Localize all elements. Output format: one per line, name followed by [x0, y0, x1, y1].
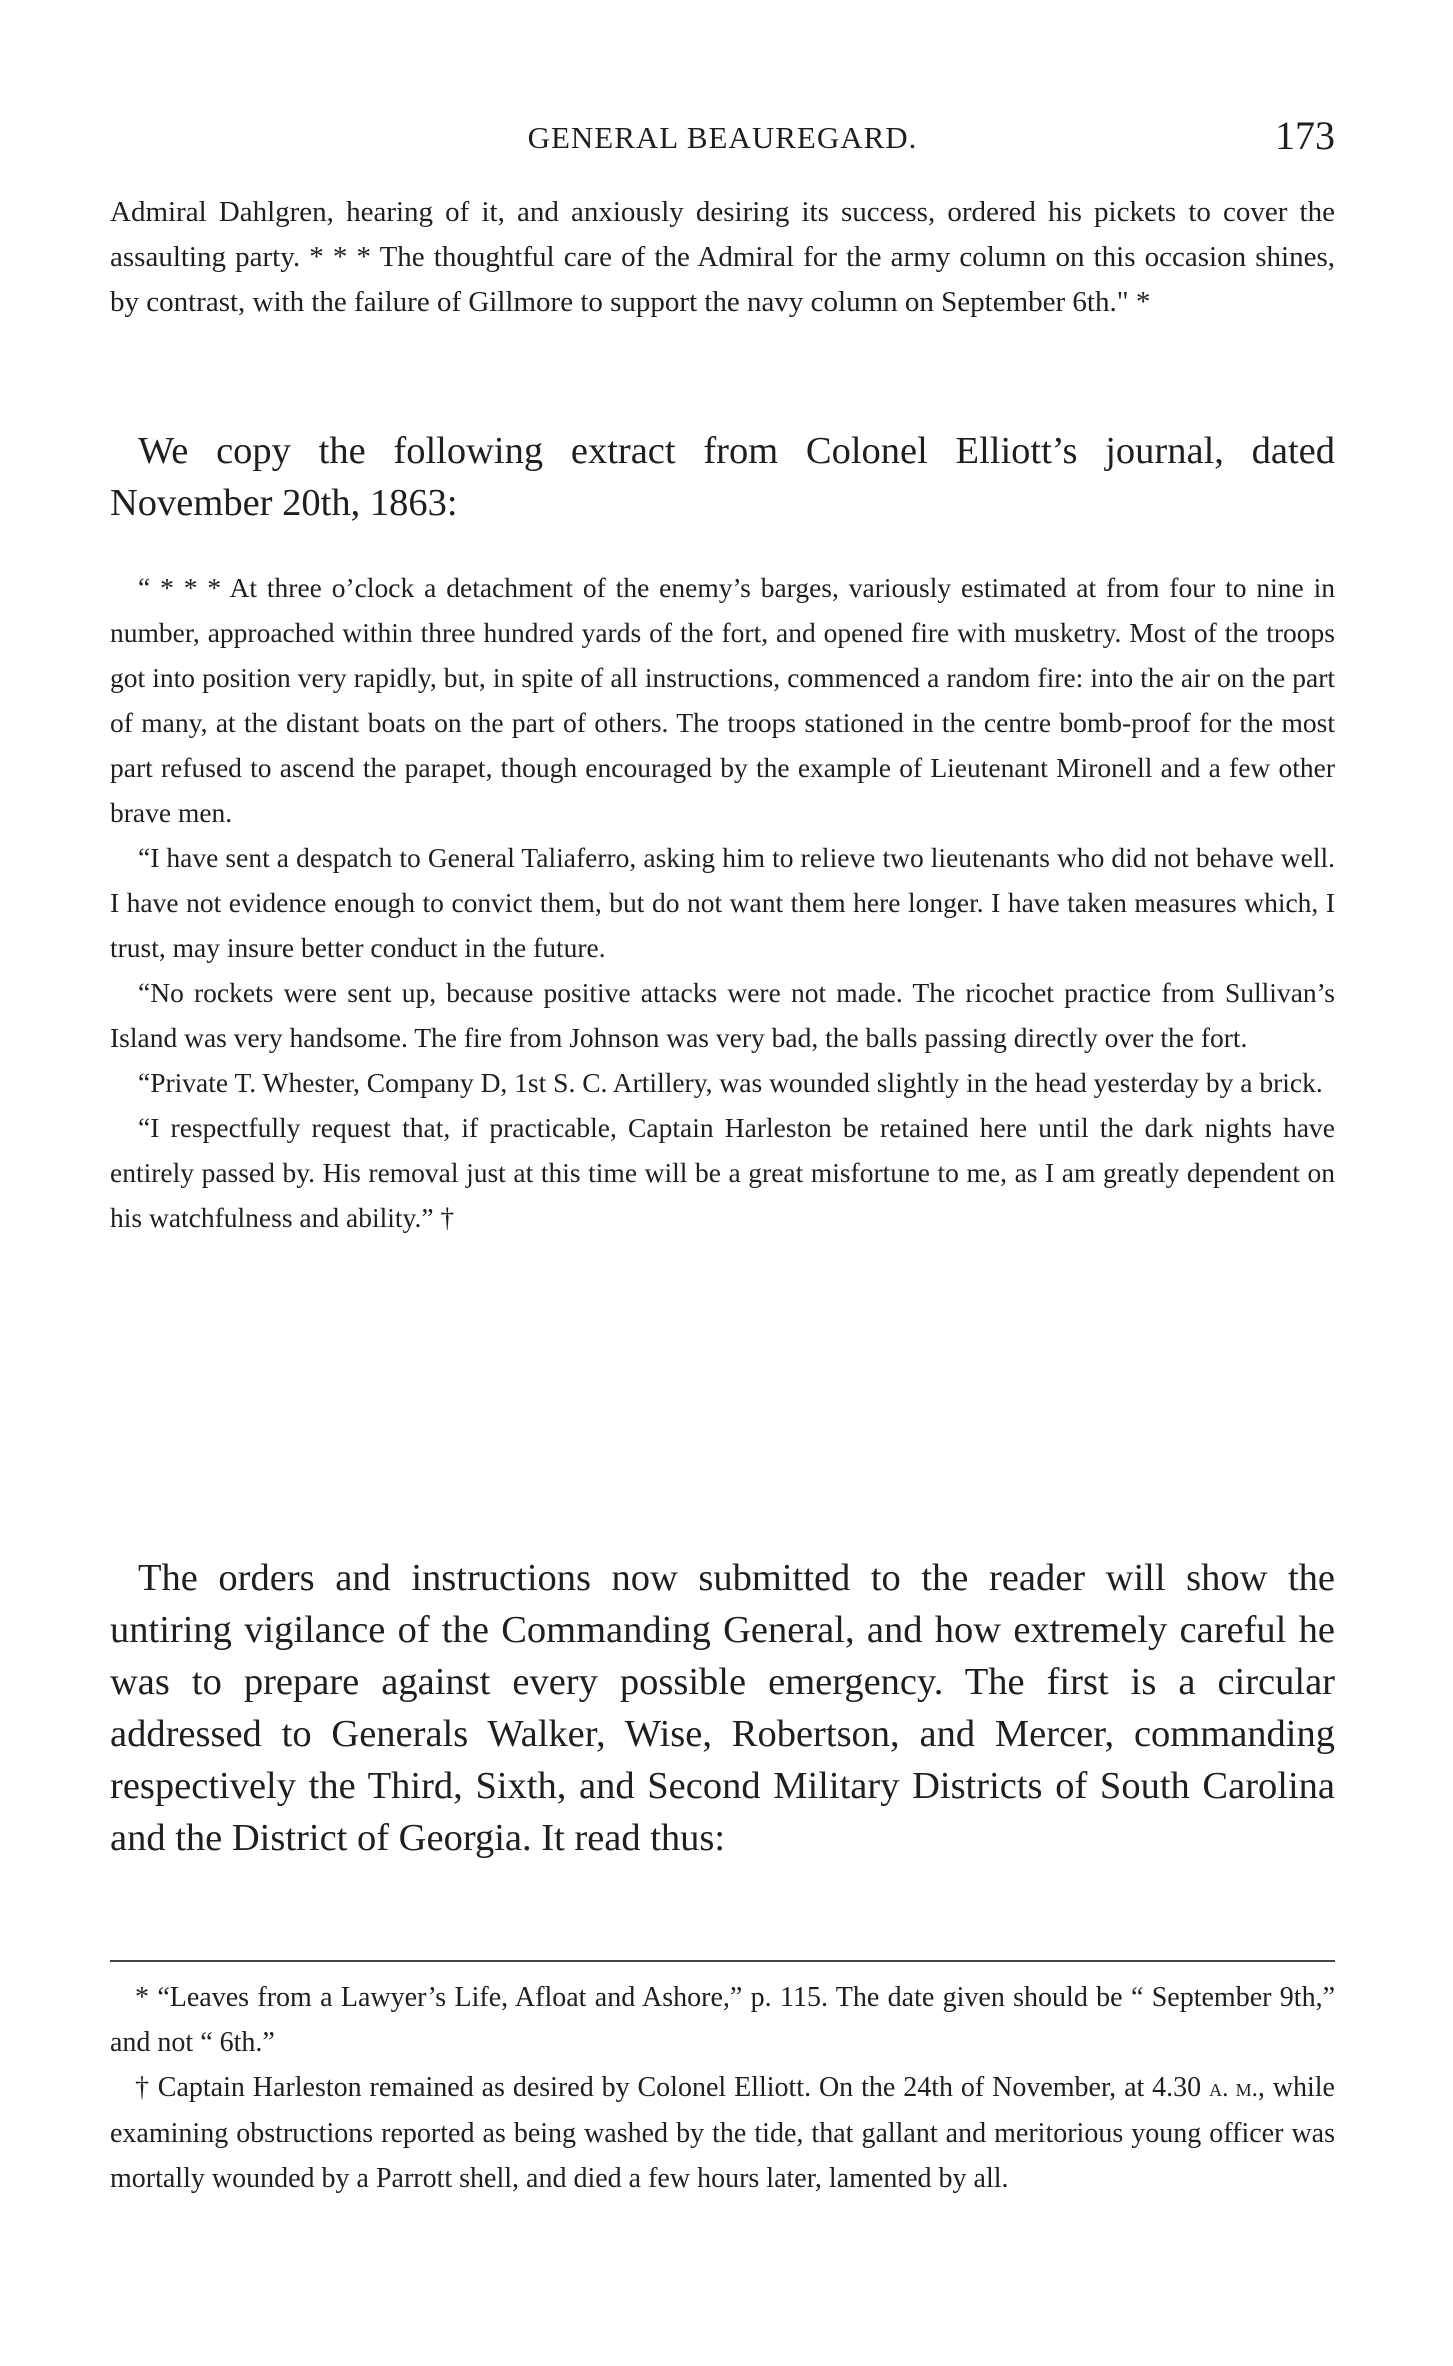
footnote-divider: [110, 1960, 1335, 1962]
journal-extract: [110, 565, 1335, 1240]
page-header: [110, 112, 1335, 162]
body-paragraph-1-block: [110, 190, 1335, 325]
body-paragraph-2: We copy the following extract from Colonel Elliott’s journal, dated November 20th, 1863:: [110, 430, 1335, 524]
footnote-2-text-b: , while examining obstructions reported as being washed by the tide, that gallant and meritorious young officer was mortally wounded by a Parrott shell, and died a few hours later, lamented by all.: [110, 2072, 1335, 2194]
footnote-2-time-suffix: a. m.: [1209, 2075, 1258, 2102]
running-head: GENERAL BEAUREGARD.: [527, 120, 918, 155]
footnote-2-text-a: † Captain Harleston remained as desired by Colonel Elliott. On the 24th of November, at 4.30: [135, 2072, 1202, 2103]
journal-paragraph: “No rockets were sent up, because positive attacks were not made. The ricochet practice from Sullivan’s Island was very handsome. The fire from Johnson was very bad, the balls passing directly over the fort.: [110, 977, 1335, 1053]
body-paragraph-3-block: [110, 1552, 1335, 1864]
body-paragraph-2-block: [110, 425, 1335, 529]
body-paragraph-1: Admiral Dahlgren, hearing of it, and anxiously desiring its success, ordered his pickets to cover the assaulting party. * * * The thoughtful care of the Admiral for the army column on this occasion shines, by contrast, with the failure of Gillmore to support the navy column on September 6th." *: [110, 196, 1335, 318]
footnote-2: [110, 2065, 1335, 2201]
journal-paragraph: “ * * * At three o’clock a detachment of the enemy’s barges, variously estimated at from four to nine in number, approached within three hundred yards of the fort, and opened fire with musketry. Most of the troops got into position very rapidly, but, in spite of all instructions, commenced a random fire: into the air on the part of many, at the distant boats on the part of others. The troops stationed in the centre bomb-proof for the most part refused to ascend the parapet, though encouraged by the example of Lieutenant Mironell and a few other brave men.: [110, 572, 1335, 828]
journal-paragraph: “I have sent a despatch to General Taliaferro, asking him to relieve two lieutenants who did not behave well. I have not evidence enough to convict them, but do not want them here longer. I have taken measures which, I trust, may insure better conduct in the future.: [110, 842, 1335, 963]
page-number: 173: [1275, 113, 1335, 158]
journal-paragraph: “I respectfully request that, if practicable, Captain Harleston be retained here until the dark nights have entirely passed by. His removal just at this time will be a great misfortune to me, as I am greatly dependent on his watchfulness and ability.” †: [110, 1112, 1335, 1233]
footnote-1: * “Leaves from a Lawyer’s Life, Afloat and Ashore,” p. 115. The date given should be “ September 9th,” and not “ 6th.”: [110, 1982, 1335, 2058]
footnotes: [110, 1975, 1335, 2201]
body-paragraph-3: The orders and instructions now submitted to the reader will show the untiring vigilance of the Commanding General, and how extremely careful he was to prepare against every possible emergency. The first is a circular addressed to Generals Walker, Wise, Robertson, and Mercer, commanding respectively the Third, Sixth, and Second Military Districts of South Carolina and the District of Georgia. It read thus:: [110, 1557, 1335, 1859]
journal-paragraph: “Private T. Whester, Company D, 1st S. C. Artillery, was wounded slightly in the head yesterday by a brick.: [138, 1067, 1323, 1098]
